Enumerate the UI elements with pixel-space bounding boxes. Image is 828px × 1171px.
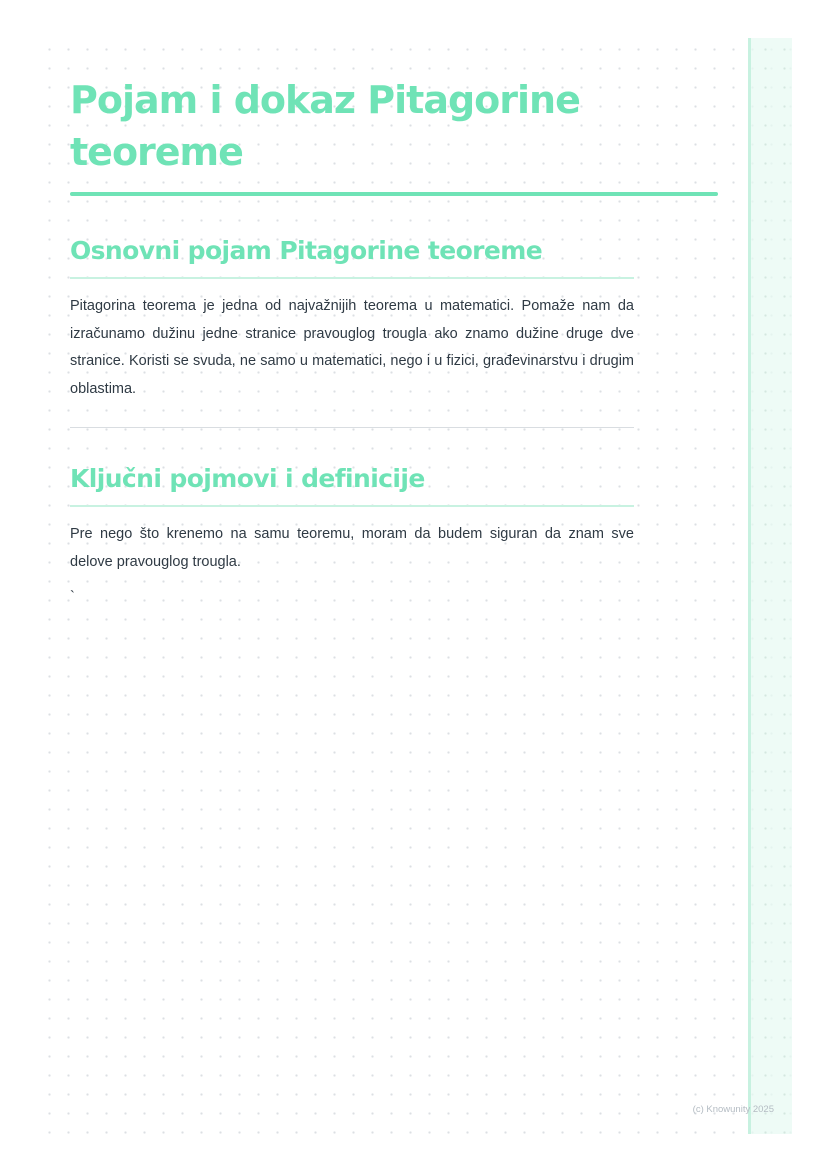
copyright-footer: (c) Knowunity 2025 [692, 1104, 774, 1115]
section-basic-concept [70, 234, 634, 428]
document-content [70, 74, 718, 604]
margin-line [748, 38, 751, 1134]
page-title: Pojam i dokaz Pitagorine teoreme [70, 78, 580, 174]
section-paragraph: Pre nego što krenemo na samu teoremu, moram da budem siguran da znam sve delove pravouglog trougla. [70, 526, 634, 570]
section-divider [70, 427, 634, 428]
section-underline [70, 277, 634, 279]
margin-strip [748, 38, 792, 1134]
section-paragraph: Pitagorina teorema je jedna od najvažnijih teorema u matematici. Pomaže nam da izračunamo dužinu jedne stranice pravouglog trougla ako znamo dužine druge dve stranice. Koristi se svuda, ne samo u matematici, nego i u fizici, građevinarstvu i drugim oblastima. [70, 298, 634, 397]
section-heading: Ključni pojmovi i definicije [70, 464, 425, 493]
section-heading: Osnovni pojam Pitagorine teoreme [70, 236, 543, 265]
section-underline [70, 505, 634, 507]
section-key-terms [70, 462, 634, 604]
stray-backtick-mark: ` [70, 589, 75, 605]
title-underline [70, 192, 718, 196]
